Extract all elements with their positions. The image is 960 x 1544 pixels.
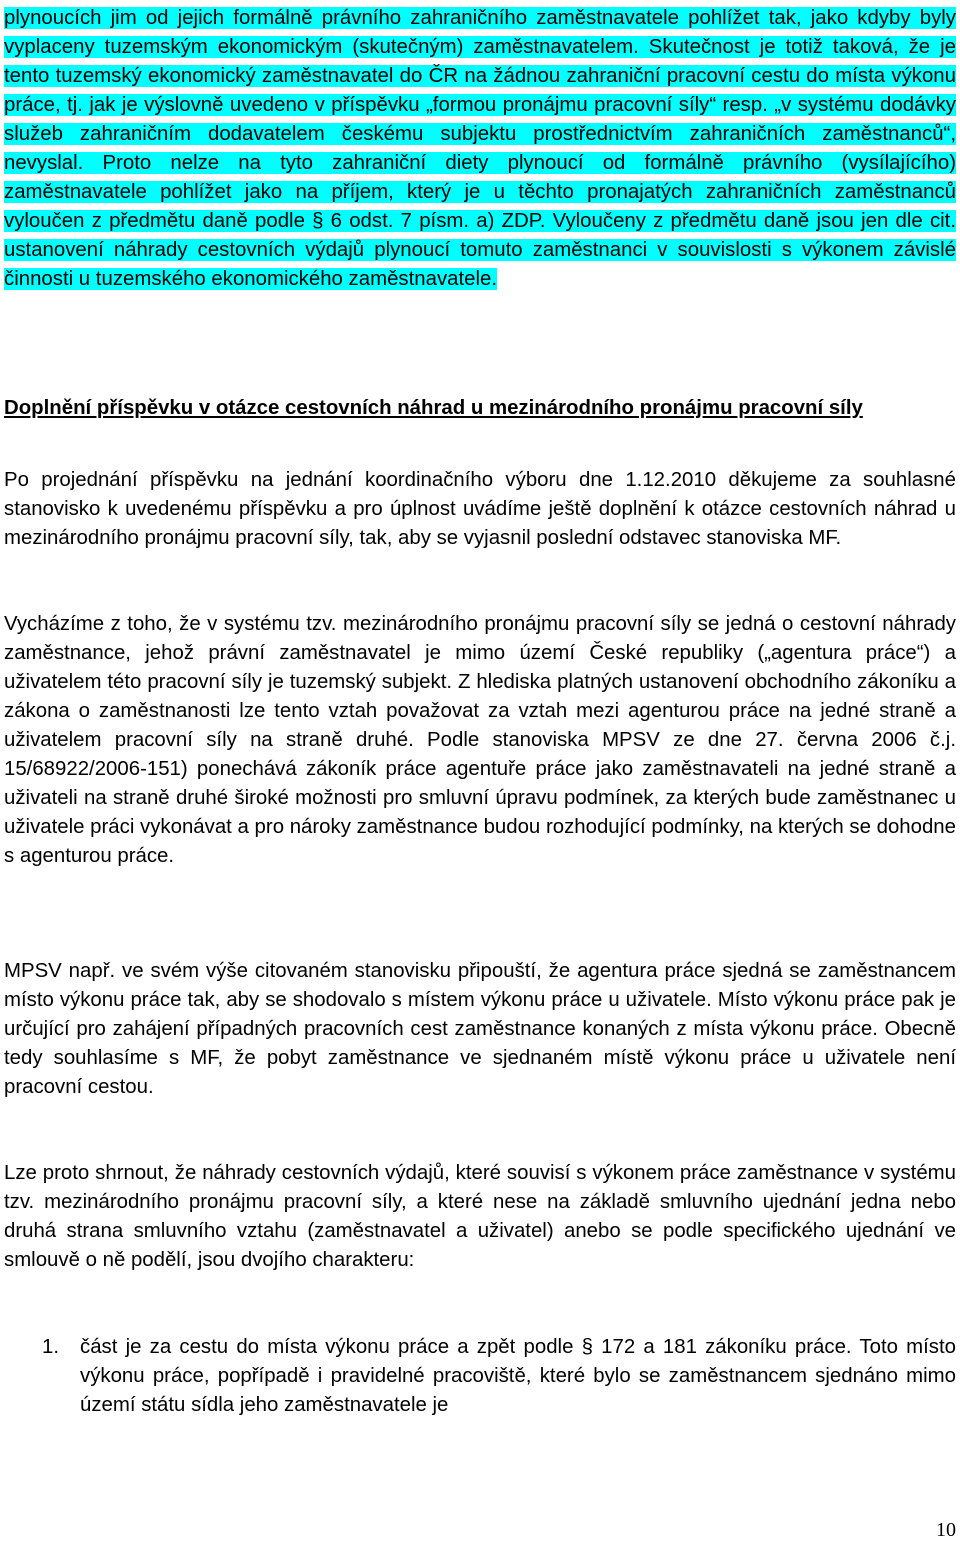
paragraph-mpsv: MPSV např. ve svém výše citovaném stanovisku připouští, že agentura práce sjedná se zaměstnancem místo výkonu práce tak, aby se shodovalo s místem výkonu práce u uživatele. Místo výkonu práce pak je určující pro zahájení případných pracovních cest zaměstnance konaných z místa výkonu práce. Obecně tedy souhlasíme s MF, že pobyt zaměstnance ve sjednaném místě výkonu práce u uživatele není pracovní cestou. [4,960,956,1098]
page-number: 10 [936,1519,956,1541]
list-item-number: 1. [42,1336,60,1358]
highlighted-text: plynoucích jim od jejich formálně právního zahraničního zaměstnavatele pohlížet tak, jako kdyby byly vyplaceny tuzemským ekonomickým (skutečným) zaměstnavatelem. Skutečnost je totiž taková, že je tento tuzemský ekonomický zaměstnavatel do ČR na žádnou zahraniční pracovní cestu do místa výkonu práce, tj. jak je výslovně uvedeno v příspěvku „formou pronájmu pracovní síly“ resp. „v systému dodávky služeb zahraničním dodavatelem českému subjektu prostřednictvím zahraničních zaměstnanců“, nevyslal. Proto nelze na tyto zahraniční diety plynoucí od formálně právního (vysílajícího) zaměstnavatele pohlížet jako na příjem, který je u těchto pronajatých zahraničních zaměstnanců vyloučen z předmětu daně podle § 6 odst. 7 písm. a) ZDP. Vyloučeny z předmětu daně jsou jen dle cit. ustanovení náhrady cestovních výdajů plynoucí tomuto zaměstnanci v souvislosti s výkonem závislé činnosti u tuzemského ekonomického zaměstnavatele. [4,7,956,290]
paragraph-intro: Po projednání příspěvku na jednání koordinačního výboru dne 1.12.2010 děkujeme za souhlasné stanovisko k uvedenému příspěvku a pro úplnost uvádíme ještě doplnění k otázce cestovních náhrad u mezinárodního pronájmu pracovní síly, tak, aby se vyjasnil poslední odstavec stanoviska MF. [4,469,956,549]
list-item-text: část je za cestu do místa výkonu práce a zpět podle § 172 a 181 zákoníku práce. Toto místo výkonu práce, popřípadě i pravidelné pracoviště, které bylo se zaměstnancem sjednáno mimo území státu sídla jeho zaměstnavatele je [80,1336,956,1416]
numbered-list [4,1333,956,1420]
list-item [4,1333,956,1420]
section-heading: Doplnění příspěvku v otázce cestovních náhrad u mezinárodního pronájmu pracovní síly [4,397,863,419]
paragraph-highlighted [4,4,956,294]
paragraph-context: Vycházíme z toho, že v systému tzv. mezinárodního pronájmu pracovní síly se jedná o cestovní náhrady zaměstnance, jehož právní zaměstnavatel je mimo území České republiky („agentura práce“) a uživatelem této pracovní síly je tuzemský subjekt. Z hlediska platných ustanovení obchodního zákoníku a zákona o zaměstnanosti lze tento vztah považovat za vztah mezi agenturou práce na jedné straně a uživatelem pracovní síly na straně druhé. Podle stanoviska MPSV ze dne 27. června 2006 č.j. 15/68922/2006-151) ponechává zákoník práce agentuře práce jako zaměstnavateli na jedné straně a uživateli na straně druhé široké možnosti pro smluvní úpravu podmínek, za kterých bude zaměstnanec u uživatele práci vykonávat a pro nároky zaměstnance budou rozhodující podmínky, na kterých se dohodne s agenturou práce. [4,613,956,867]
paragraph-summary: Lze proto shrnout, že náhrady cestovních výdajů, které souvisí s výkonem práce zaměstnance v systému tzv. mezinárodního pronájmu pracovní síly, a které nese na základě smluvního ujednání jedna nebo druhá strana smluvního vztahu (zaměstnavatel a uživatel) anebo se podle specifického ujednání ve smlouvě o ně podělí, jsou dvojího charakteru: [4,1162,956,1271]
